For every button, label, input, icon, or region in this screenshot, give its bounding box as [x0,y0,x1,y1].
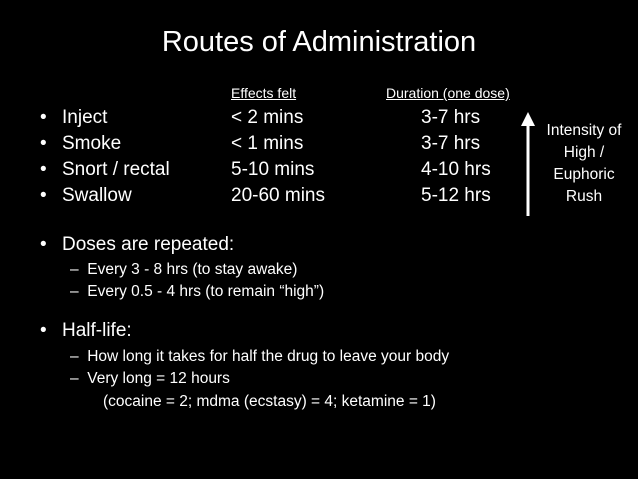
route-duration: 5-12 hrs [421,185,491,206]
route-effects: 20-60 mins [231,185,325,206]
route-duration: 3-7 hrs [421,107,481,128]
effects-header: Effects felt [231,85,297,101]
intensity-label: Intensity of High / Euphoric Rush [546,122,622,205]
halflife-note: (cocaine = 2; mdma (ecstasy) = 4; ketamine = 1) [103,393,436,410]
halflife-item: – Very long = 12 hours [70,370,230,387]
intensity-arrow-icon [520,112,536,216]
route-effects: 5-10 mins [231,159,315,180]
route-name: • Swallow [62,185,132,207]
doses-heading: • Doses are repeated: [62,234,234,256]
route-name: • Inject [62,107,107,129]
halflife-item: – How long it takes for half the drug to leave your body [70,348,450,365]
doses-item: – Every 3 - 8 hrs (to stay awake) [70,261,298,278]
route-effects: < 2 mins [231,107,304,128]
slide-title: Routes of Administration [161,26,477,58]
route-effects: < 1 mins [231,133,304,154]
route-name: • Snort / rectal [62,159,170,181]
duration-header: Duration (one dose) [386,85,510,101]
route-name: • Smoke [62,133,121,155]
halflife-heading: • Half-life: [62,320,132,342]
route-duration: 3-7 hrs [421,133,481,154]
doses-item: – Every 0.5 - 4 hrs (to remain “high”) [70,283,325,300]
route-duration: 4-10 hrs [421,159,491,180]
